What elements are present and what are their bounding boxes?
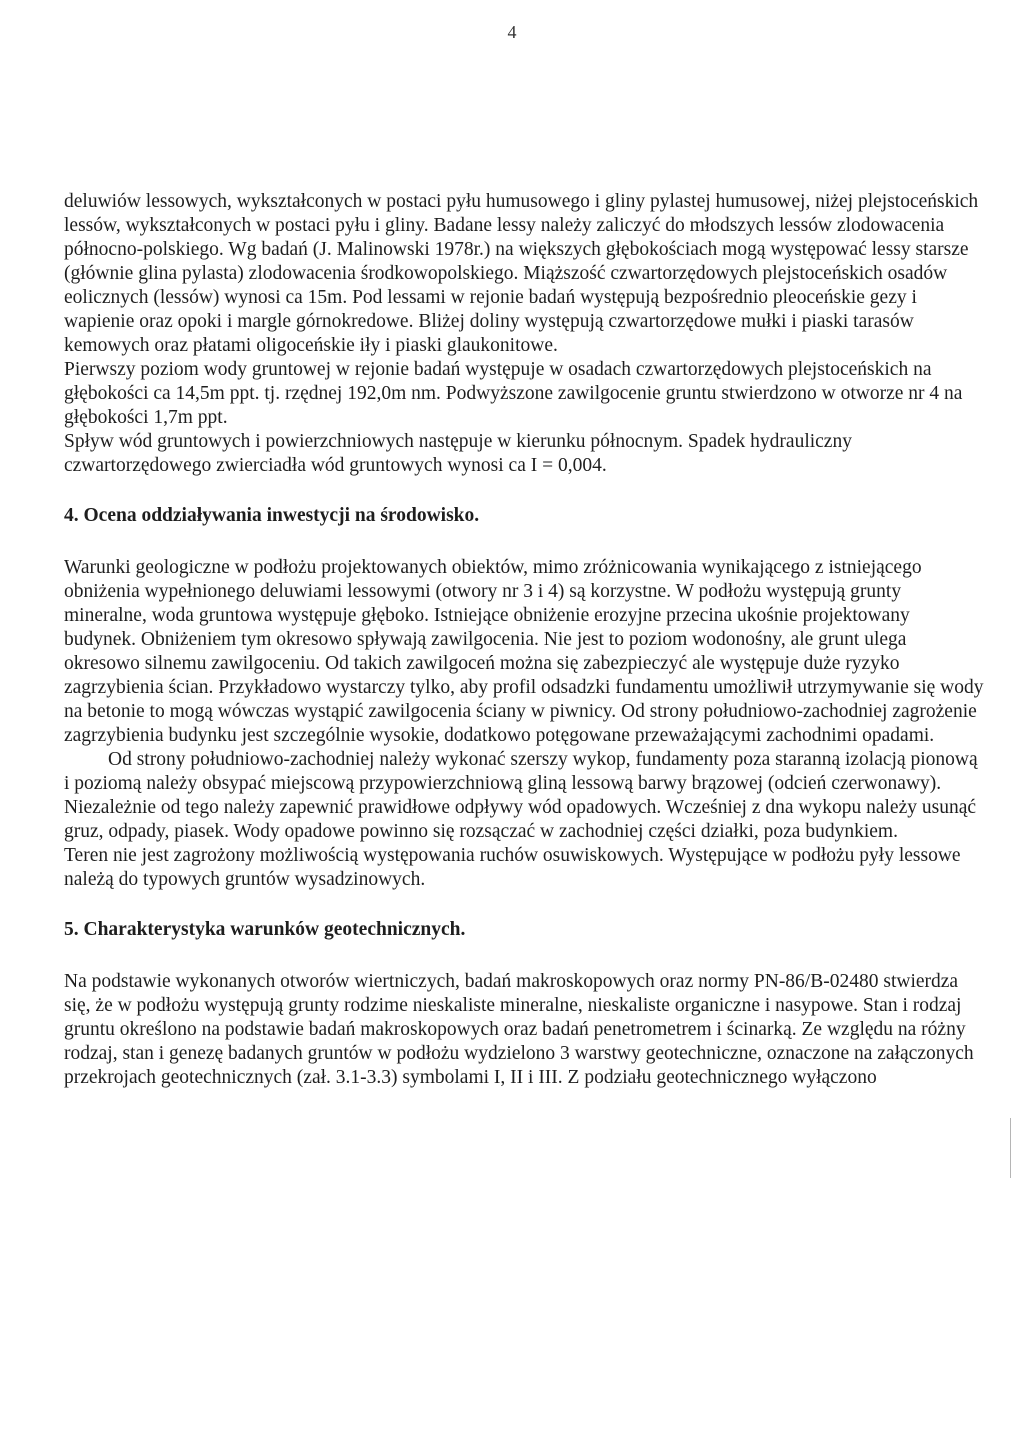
section-4-paragraph-3: Teren nie jest zagrożony możliwością występowania ruchów osuwiskowych. Występujące w podłożu pyły lessowe należą do typowych gruntów wysadzinowych. (64, 845, 961, 890)
section-4-heading: 4. Ocena oddziaływania inwestycji na środowisko. (64, 505, 480, 526)
section-5-paragraph-1: Na podstawie wykonanych otworów wiertniczych, badań makroskopowych oraz normy PN-86/B-02480 stwierdza się, że w podłożu występują grunty rodzime nieskaliste mineralne, nieskaliste organiczne i nasypowe. Stan i rodzaj gruntu określono na podstawie badań makroskopowych oraz badań penetrometrem i ścinarką. Ze względu na różny rodzaj, stan i genezę badanych gruntów w podłożu wydzielono 3 warstwy geotechniczne, oznaczone na załączonych przekrojach geotechnicznych (zał. 3.1-3.3) symbolami I, II i III. Z podziału geotechnicznego wyłączono (64, 971, 974, 1088)
section-4-paragraph-2: Od strony południowo-zachodniej należy wykonać szerszy wykop, fundamenty poza staranną izolacją pionową i poziomą należy obsypać miejscową przypowierzchniową gliną lessową barwy brązowej (odcień czerwonawy). Niezależnie od tego należy zapewnić prawidłowe odpływy wód opadowych. Wcześniej z dna wykopu należy usunąć gruz, odpady, piasek. Wody opadowe powinno się rozsączać w zachodniej części działki, poza budynkiem. (64, 749, 978, 842)
paragraph-groundwater: Pierwszy poziom wody gruntowej w rejonie badań występuje w osadach czwartorzędowych plejstoceńskich na głębokości ca 14,5m ppt. tj. rzędnej 192,0m nm. Podwyższone zawilgocenie gruntu stwierdzono w otworze nr 4 na głębokości 1,7m ppt. (64, 359, 963, 428)
scan-edge-mark (1010, 1118, 1011, 1178)
page-number: 4 (507, 22, 517, 42)
document-body (64, 190, 984, 1090)
section-5-heading: 5. Charakterystyka warunków geotechnicznych. (64, 919, 466, 940)
paragraph-runoff: Spływ wód gruntowych i powierzchniowych następuje w kierunku północnym. Spadek hydrauliczny czwartorzędowego zwierciadła wód gruntowych wynosi ca I = 0,004. (64, 431, 852, 476)
paragraph-geology: deluwiów lessowych, wykształconych w postaci pyłu humusowego i gliny pylastej humusowej, niżej plejstoceńskich lessów, wykształconych w postaci pyłu i gliny. Badane lessy należy zaliczyć do młodszych lessów zlodowacenia północno-polskiego. Wg badań (J. Malinowski 1978r.) na większych głębokościach mogą występować lessy starsze (głównie glina pylasta) zlodowacenia środkowopolskiego. Miąższość czwartorzędowych plejstoceńskich osadów eolicznych (lessów) wynosi ca 15m. Pod lessami w rejonie badań występują bezpośrednio pleoceńskie gezy i wapienie oraz opoki i margle górnokredowe. Bliżej doliny występują czwartorzędowe mułki i piaski tarasów kemowych oraz płatami oligoceńskie iły i piaski glaukonitowe. (64, 191, 979, 356)
section-4-paragraph-1: Warunki geologiczne w podłożu projektowanych obiektów, mimo zróżnicowania wynikającego z istniejącego obniżenia wypełnionego deluwiami lessowymi (otwory nr 3 i 4) są korzystne. W podłożu występują grunty mineralne, woda gruntowa występuje głęboko. Istniejące obniżenie erozyjne przecina ukośnie projektowany budynek. Obniżeniem tym okresowo spływają zawilgocenia. Nie jest to poziom wodonośny, ale grunt ulega okresowo silnemu zawilgoceniu. Od takich zawilgoceń można się zabezpieczyć ale występuje duże ryzyko zagrzybienia ścian. Przykładowo wystarczy tylko, aby profil odsadzki fundamentu umożliwił utrzymywanie się wody na betonie to mogą wówczas wystąpić zawilgocenia ściany w piwnicy. Od strony południowo-zachodniej zagrożenie zagrzybienia budynku jest szczególnie wysokie, dodatkowo potęgowane przeważającymi zachodnimi opadami. (64, 557, 984, 746)
